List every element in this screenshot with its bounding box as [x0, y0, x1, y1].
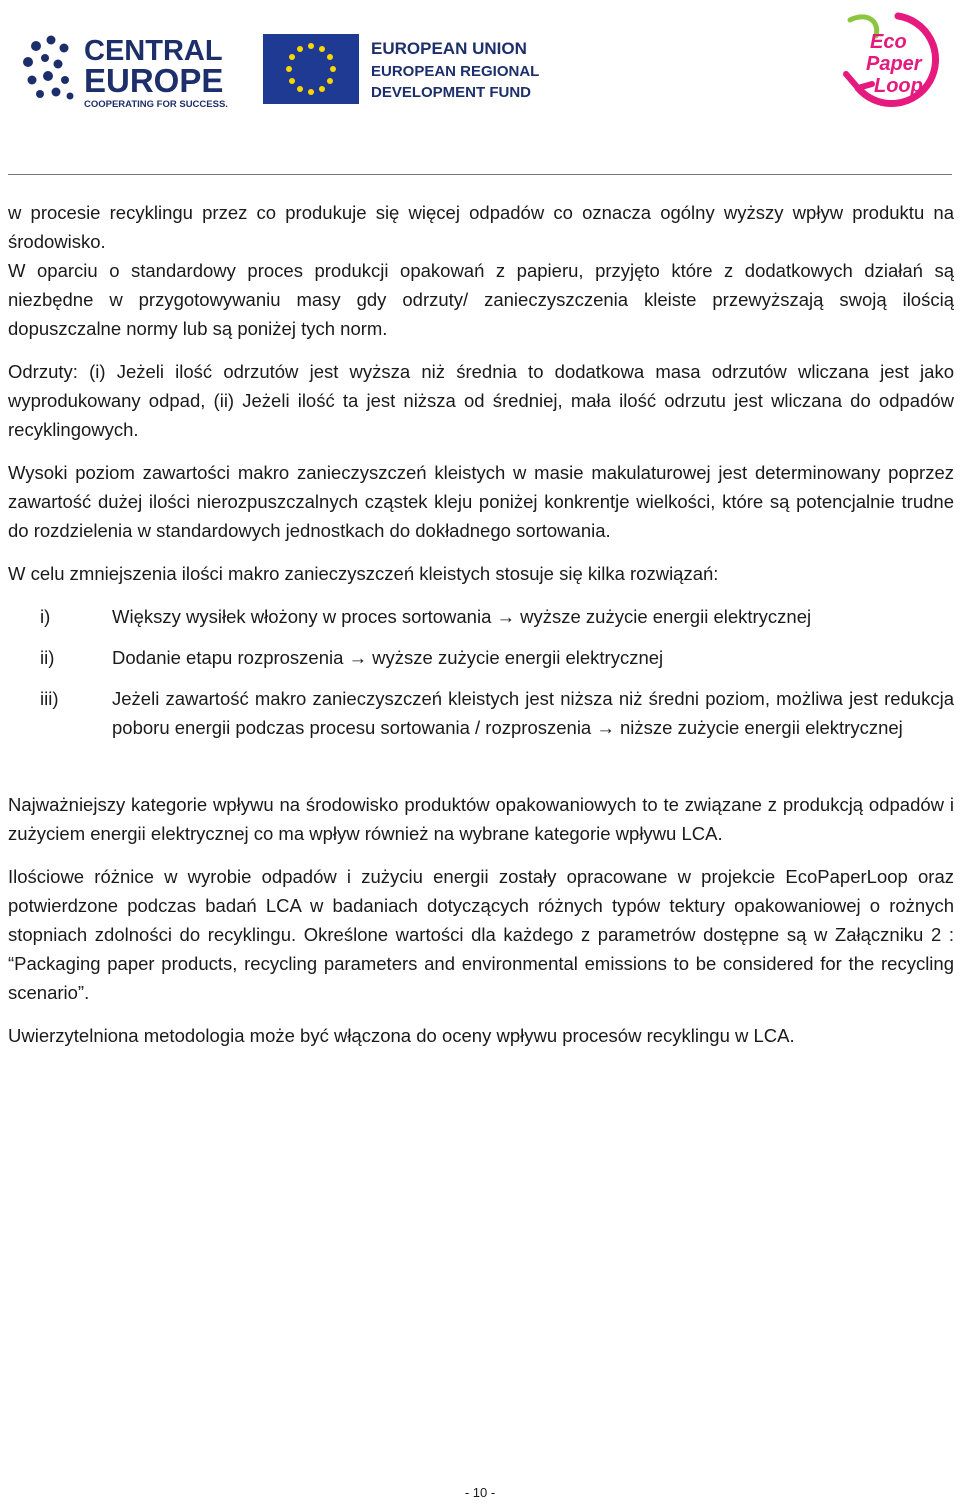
- ce-tagline: COOPERATING FOR SUCCESS.: [84, 99, 228, 110]
- eco-line2: Paper: [866, 53, 922, 75]
- solutions-list: [8, 602, 954, 742]
- list-item: [8, 684, 954, 742]
- page-header: [0, 0, 960, 175]
- eco-paper-loop-logo: [836, 10, 951, 110]
- list-item-number: ii): [40, 647, 55, 668]
- paragraph: Ilościowe różnice w wyrobie odpadów i zużyciu energii zostały opracowane w projekcie EcoPaperLoop oraz potwierdzone podczas badań LCA w badaniach dotyczących różnych typów tektury opakowaniowej o rożnych stopniach zdolności do recyklingu. Określone wartości dla każdego z parametrów dostępne są w Załączniku 2 : “Packaging paper products, recycling parameters and environmental emissions to be considered for the recycling scenario”.: [8, 866, 954, 1003]
- loop-arrow-icon: [846, 74, 872, 88]
- document-body: [8, 198, 954, 1064]
- header-divider: [8, 174, 952, 175]
- paragraph: Uwierzytelniona metodologia może być włączona do oceny wpływu procesów recyklingu w LCA.: [8, 1025, 795, 1046]
- list-item-number: iii): [40, 688, 59, 709]
- list-item: [8, 643, 954, 672]
- list-item-number: i): [40, 606, 51, 627]
- ce-line1: CENTRAL: [84, 35, 223, 67]
- eco-line3: Loop: [874, 75, 923, 97]
- paragraph: Odrzuty: (i) Jeżeli ilość odrzutów jest wyższa niż średnia to dodatkowa masa odrzutów wliczana jest jako wyprodukowany odpad, (ii) Jeżeli ilość ta jest niższa od średniej, mała ilość odrzutu jest wliczana do odpadów recyklingowych.: [8, 361, 954, 440]
- central-europe-emblem: [23, 36, 74, 100]
- eco-line1: Eco: [870, 31, 907, 53]
- central-europe-logo: [18, 28, 248, 113]
- list-item: [8, 602, 954, 631]
- ce-line2: EUROPE: [84, 62, 224, 99]
- eu-flag-logo: [263, 30, 540, 110]
- eu-line1: EUROPEAN UNION: [371, 39, 527, 58]
- paragraph: W oparciu o standardowy proces produkcji opakowań z papieru, przyjęto które z dodatkowych działań są niezbędne w przygotowywaniu masy gdy odrzuty/ zanieczyszczenia kleiste przewyższają swoją ilością dopuszczalne normy lub są poniżej tych norm.: [8, 260, 954, 339]
- paragraph: Najważniejszy kategorie wpływu na środowisko produktów opakowaniowych to te związane z produkcją odpadów i zużyciem energii elektrycznej co ma wpływ również na wybrane kategorie wpływu LCA.: [8, 794, 954, 844]
- paragraph: w procesie recyklingu przez co produkuje się więcej odpadów co oznacza ogólny wyższy wpływ produktu na środowisko.: [8, 202, 954, 252]
- list-item-text: Dodanie etapu rozproszenia → wyższe zużycie energii elektrycznej: [112, 647, 664, 668]
- page-number: - 10 -: [464, 1485, 496, 1500]
- paragraph: W celu zmniejszenia ilości makro zanieczyszczeń kleistych stosuje się kilka rozwiązań:: [8, 563, 719, 584]
- eu-line2: EUROPEAN REGIONAL: [371, 63, 540, 80]
- eu-line3: DEVELOPMENT FUND: [371, 84, 532, 101]
- list-item-text: Większy wysiłek włożony w proces sortowania → wyższe zużycie energii elektrycznej: [112, 606, 812, 627]
- paragraph: Wysoki poziom zawartości makro zanieczyszczeń kleistych w masie makulaturowej jest determinowany poprzez zawartość dużej ilości nierozpuszczalnych cząstek kleju poniżej konkrentje wielkości, które są potencjalnie trudne do rozdzielenia w standardowych jednostkach do dokładnego sortowania.: [8, 462, 954, 541]
- list-item-text: Jeżeli zawartość makro zanieczyszczeń kleistych jest niższa niż średni poziom, możliwa jest redukcja poboru energii podczas procesu sortowania / rozproszenia → niższe zużycie energii elektrycznej: [112, 688, 954, 738]
